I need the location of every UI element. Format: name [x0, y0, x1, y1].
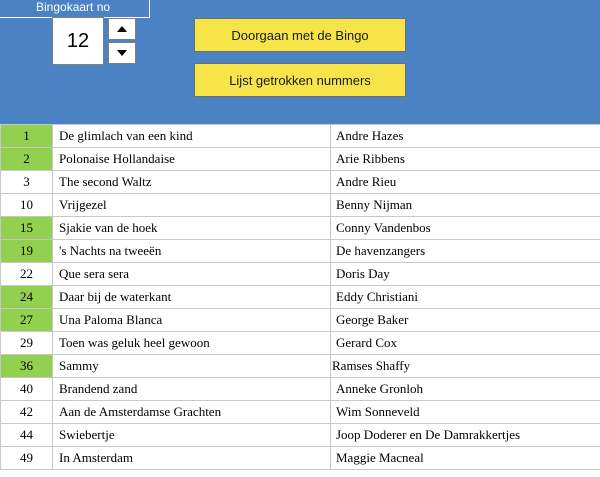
- artist-cell[interactable]: Andre Hazes: [331, 125, 600, 148]
- bingo-row: [1, 217, 600, 240]
- bingo-row: [1, 447, 600, 470]
- card-number-decrement-button[interactable]: [108, 42, 136, 64]
- bingo-row: [1, 286, 600, 309]
- song-title-cell[interactable]: In Amsterdam: [53, 447, 331, 470]
- song-title-cell[interactable]: Aan de Amsterdamse Grachten: [53, 401, 331, 424]
- song-title-cell[interactable]: Polonaise Hollandaise: [53, 148, 331, 171]
- song-number-cell-drawn[interactable]: 1: [1, 125, 53, 148]
- song-number-cell[interactable]: 49: [1, 447, 53, 470]
- bingo-row: [1, 332, 600, 355]
- artist-cell[interactable]: Ramses Shaffy: [331, 355, 600, 378]
- card-number-label: Bingokaart no: [0, 0, 150, 18]
- song-title-cell[interactable]: Una Paloma Blanca: [53, 309, 331, 332]
- bingo-row: [1, 240, 600, 263]
- bingo-row: [1, 263, 600, 286]
- card-number-field[interactable]: 12: [52, 17, 104, 65]
- bingo-row: [1, 194, 600, 217]
- artist-cell[interactable]: Wim Sonneveld: [331, 401, 600, 424]
- bingo-row: [1, 309, 600, 332]
- song-title-cell[interactable]: Que sera sera: [53, 263, 331, 286]
- card-number-increment-button[interactable]: [108, 18, 136, 40]
- continue-bingo-button[interactable]: Doorgaan met de Bingo: [194, 18, 406, 52]
- song-number-cell[interactable]: 3: [1, 171, 53, 194]
- song-number-cell[interactable]: 40: [1, 378, 53, 401]
- artist-cell[interactable]: Maggie Macneal: [331, 447, 600, 470]
- song-number-cell-drawn[interactable]: 36: [1, 355, 53, 378]
- song-title-cell[interactable]: Daar bij de waterkant: [53, 286, 331, 309]
- song-number-cell-drawn[interactable]: 2: [1, 148, 53, 171]
- artist-cell[interactable]: George Baker: [331, 309, 600, 332]
- song-title-cell[interactable]: De glimlach van een kind: [53, 125, 331, 148]
- triangle-down-icon: [117, 50, 127, 56]
- bingo-row: [1, 355, 600, 378]
- artist-cell[interactable]: Andre Rieu: [331, 171, 600, 194]
- artist-cell[interactable]: Eddy Christiani: [331, 286, 600, 309]
- song-number-cell[interactable]: 29: [1, 332, 53, 355]
- song-number-cell-drawn[interactable]: 15: [1, 217, 53, 240]
- song-title-cell[interactable]: 's Nachts na tweeën: [53, 240, 331, 263]
- song-title-cell[interactable]: Vrijgezel: [53, 194, 331, 217]
- song-title-cell[interactable]: Brandend zand: [53, 378, 331, 401]
- artist-cell[interactable]: Benny Nijman: [331, 194, 600, 217]
- bingo-row: [1, 424, 600, 447]
- artist-cell[interactable]: Anneke Gronloh: [331, 378, 600, 401]
- song-number-cell[interactable]: 42: [1, 401, 53, 424]
- bingo-row: [1, 171, 600, 194]
- song-number-cell[interactable]: 44: [1, 424, 53, 447]
- song-title-cell[interactable]: Toen was geluk heel gewoon: [53, 332, 331, 355]
- song-title-cell[interactable]: Swiebertje: [53, 424, 331, 447]
- artist-cell[interactable]: Arie Ribbens: [331, 148, 600, 171]
- song-number-cell-drawn[interactable]: 27: [1, 309, 53, 332]
- song-title-cell[interactable]: Sammy: [53, 355, 331, 378]
- bingo-card-table: [0, 124, 600, 470]
- song-number-cell[interactable]: 22: [1, 263, 53, 286]
- song-number-cell[interactable]: 10: [1, 194, 53, 217]
- bingo-row: [1, 148, 600, 171]
- song-number-cell-drawn[interactable]: 24: [1, 286, 53, 309]
- artist-cell[interactable]: Joop Doderer en De Damrakkertjes: [331, 424, 600, 447]
- artist-cell[interactable]: De havenzangers: [331, 240, 600, 263]
- artist-cell[interactable]: Conny Vandenbos: [331, 217, 600, 240]
- drawn-numbers-list-button[interactable]: Lijst getrokken nummers: [194, 63, 406, 97]
- artist-cell[interactable]: Gerard Cox: [331, 332, 600, 355]
- artist-cell[interactable]: Doris Day: [331, 263, 600, 286]
- bingo-row: [1, 378, 600, 401]
- song-number-cell-drawn[interactable]: 19: [1, 240, 53, 263]
- bingo-row: [1, 401, 600, 424]
- song-title-cell[interactable]: The second Waltz: [53, 171, 331, 194]
- triangle-up-icon: [117, 26, 127, 32]
- song-title-cell[interactable]: Sjakie van de hoek: [53, 217, 331, 240]
- bingo-row: [1, 125, 600, 148]
